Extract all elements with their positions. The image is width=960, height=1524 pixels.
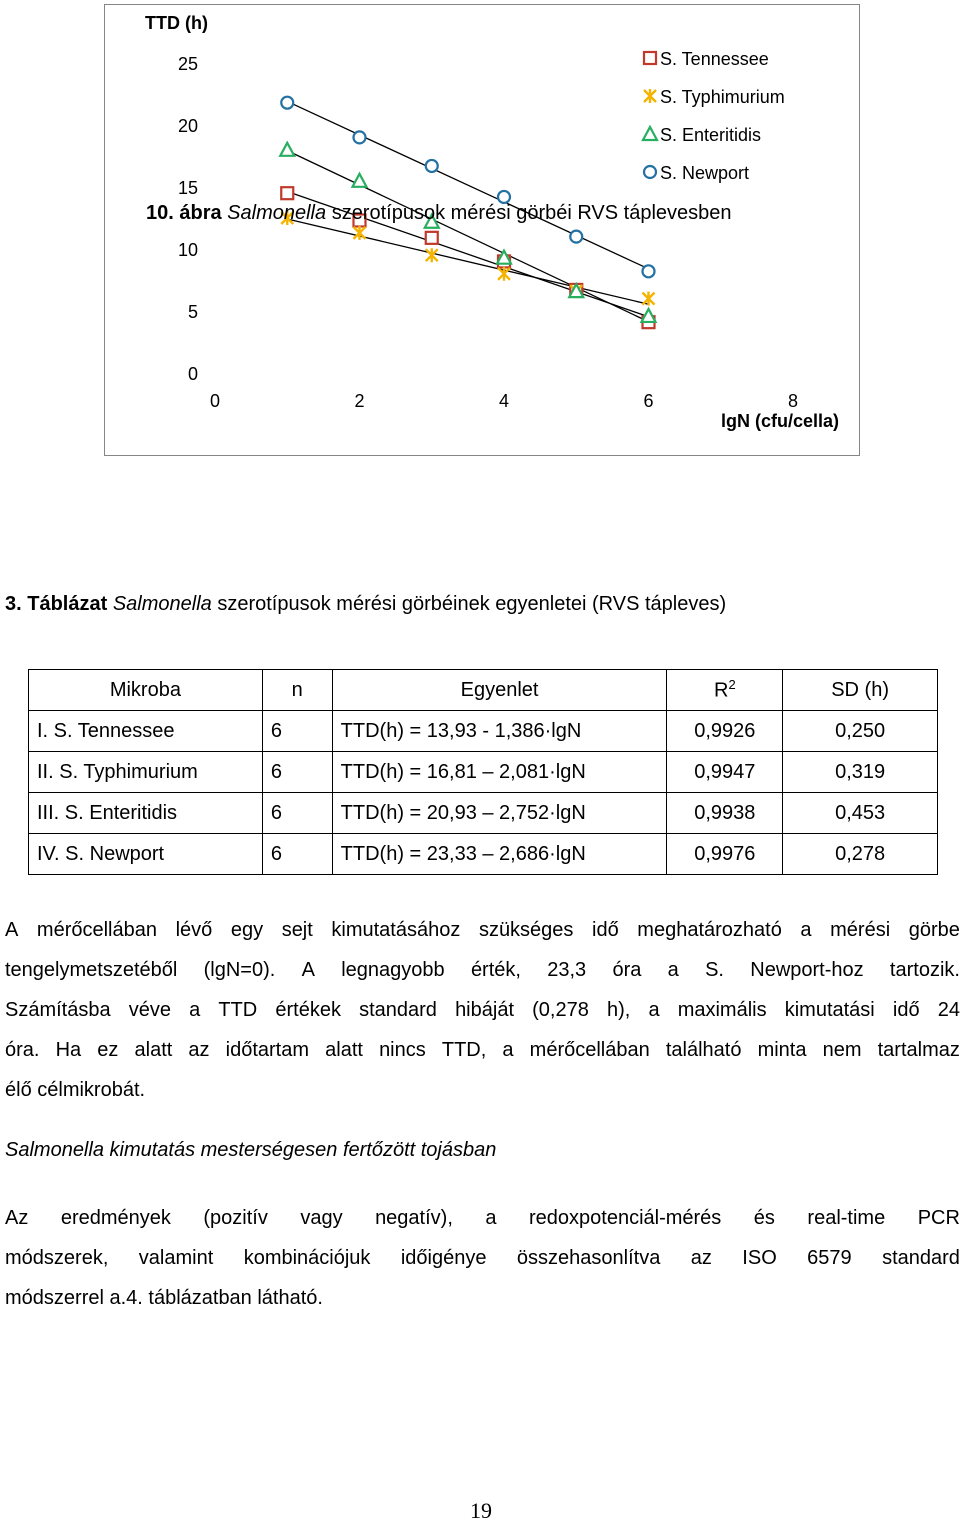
figure-caption-text: szerotípusok mérési görbéi RVS táplevesben <box>331 202 732 224</box>
legend-label: S. Newport <box>660 163 750 183</box>
data-point <box>426 232 438 244</box>
cell-mikroba: I. S. Tennessee <box>29 711 263 752</box>
table-caption-text: szerotípusok mérési görbéinek egyenletei (RVS tápleves) <box>217 593 727 615</box>
cell-r2: 0,9976 <box>667 834 783 875</box>
legend-label: S. Typhimurium <box>660 87 785 107</box>
word: egy <box>230 919 264 941</box>
cell-n: 6 <box>262 793 332 834</box>
data-point <box>643 265 655 277</box>
word: vagy <box>300 1207 343 1229</box>
text-line <box>5 910 960 950</box>
word: real-time <box>807 1207 886 1229</box>
word: az <box>690 1247 712 1269</box>
word: található <box>665 1039 742 1061</box>
word: időigénye <box>400 1247 487 1269</box>
asterisk-marker <box>354 226 366 240</box>
data-point <box>643 292 655 306</box>
header-sd: SD (h) <box>783 670 938 711</box>
word: módszerek, <box>5 1247 109 1269</box>
paragraph-2 <box>5 1198 960 1318</box>
word: standard <box>882 1247 960 1269</box>
table-row <box>29 752 938 793</box>
word: lévő <box>175 919 213 941</box>
legend-marker <box>644 166 656 178</box>
word: véve <box>128 999 171 1021</box>
word: alatt <box>134 1039 173 1061</box>
word: maximális <box>677 999 767 1021</box>
legend-marker <box>643 127 657 140</box>
legend-label: S. Enteritidis <box>660 125 762 145</box>
word: szükséges <box>478 919 574 941</box>
figure-caption <box>146 202 732 225</box>
trendline-s-enteritidis <box>287 151 648 322</box>
paragraph-2-lines <box>5 1198 960 1278</box>
word: 24 <box>937 999 960 1021</box>
text-line <box>5 1030 960 1070</box>
word: hibáját <box>455 999 514 1021</box>
word: kimutatásához <box>331 919 461 941</box>
cell-egyenlet: TTD(h) = 13,93 - 1,386·lgN <box>332 711 667 752</box>
word: tengelymetszetéből <box>5 959 178 981</box>
figure-caption-italic: Salmonella <box>227 202 327 224</box>
header-n: n <box>262 670 332 711</box>
word: a <box>502 1039 514 1061</box>
y-tick-label: 0 <box>187 364 198 384</box>
word: Számításba <box>5 999 111 1021</box>
word: valamint <box>138 1247 214 1269</box>
table-caption <box>5 593 726 616</box>
text-line <box>5 1238 960 1278</box>
data-point <box>281 97 293 109</box>
word: óra <box>612 959 642 981</box>
word: értékek <box>275 999 341 1021</box>
x-tick-label: 2 <box>354 391 365 411</box>
cell-egyenlet: TTD(h) = 20,93 – 2,752·lgN <box>332 793 667 834</box>
data-point <box>354 226 366 240</box>
cell-sd: 0,250 <box>783 711 938 752</box>
data-point <box>281 187 293 199</box>
word: az <box>188 1039 210 1061</box>
data-point <box>426 248 438 262</box>
text-line <box>5 990 960 1030</box>
x-tick-label: 6 <box>643 391 654 411</box>
data-point <box>498 267 510 281</box>
cell-n: 6 <box>262 834 332 875</box>
table-number: 3. Táblázat <box>5 593 108 615</box>
word: idő <box>592 919 619 941</box>
table-header-row <box>29 670 938 711</box>
cell-sd: 0,278 <box>783 834 938 875</box>
paragraph-1 <box>5 910 960 1110</box>
cell-r2: 0,9947 <box>667 752 783 793</box>
legend-marker <box>644 89 656 103</box>
y-tick-label: 5 <box>187 302 198 322</box>
data-point <box>570 231 582 243</box>
word: mérési <box>830 919 891 941</box>
data-point <box>426 160 438 172</box>
word: a <box>800 919 812 941</box>
x-tick-label: 8 <box>787 391 799 411</box>
word: (lgN=0). <box>203 959 276 981</box>
asterisk-marker <box>426 248 438 262</box>
word: 6579 <box>807 1247 852 1269</box>
table-caption-italic: Salmonella <box>112 593 212 615</box>
word: a <box>667 959 679 981</box>
word: PCR <box>917 1207 960 1229</box>
cell-n: 6 <box>262 752 332 793</box>
equations-table <box>28 669 938 875</box>
word: a <box>189 999 201 1021</box>
word: összehasonlítva <box>516 1247 661 1269</box>
word: 23,3 <box>547 959 587 981</box>
y-tick-label: 15 <box>177 178 198 198</box>
word: a <box>648 999 660 1021</box>
table-row <box>29 711 938 752</box>
header-r-superscript: 2 <box>728 677 736 693</box>
header-egyenlet: Egyenlet <box>332 670 667 711</box>
word: Ha <box>55 1039 82 1061</box>
paragraph-1-lines <box>5 910 960 1070</box>
word: kimutatási <box>784 999 875 1021</box>
cell-mikroba: III. S. Enteritidis <box>29 793 263 834</box>
asterisk-marker <box>644 89 656 103</box>
word: nem <box>822 1039 862 1061</box>
y-axis-label: TTD (h) <box>145 13 208 33</box>
table-body <box>29 711 938 875</box>
word: ez <box>97 1039 119 1061</box>
word: mérőcellában <box>36 919 157 941</box>
word: mérőcellában <box>529 1039 650 1061</box>
word: görbe <box>908 919 960 941</box>
header-r2 <box>667 670 783 711</box>
legend-marker <box>644 52 656 64</box>
word: minta <box>757 1039 807 1061</box>
y-tick-label: 25 <box>177 54 198 74</box>
word: meghatározható <box>637 919 782 941</box>
word: h), <box>606 999 631 1021</box>
word: és <box>753 1207 775 1229</box>
y-tick-label: 20 <box>177 116 198 136</box>
word: (0,278 <box>532 999 589 1021</box>
word: Newport-hoz <box>750 959 864 981</box>
text-line <box>5 1198 960 1238</box>
text-line <box>5 950 960 990</box>
data-point <box>280 143 294 156</box>
trendline-s-newport <box>287 101 648 268</box>
asterisk-marker <box>643 292 655 306</box>
word: redoxpotenciál-mérés <box>528 1207 722 1229</box>
cell-sd: 0,453 <box>783 793 938 834</box>
cell-mikroba: IV. S. Newport <box>29 834 263 875</box>
trendline-s-typhimurium <box>287 219 648 304</box>
word: Az <box>5 1207 29 1229</box>
word: alatt <box>325 1039 363 1061</box>
word: időtartam <box>225 1039 310 1061</box>
legend-label: S. Tennessee <box>660 49 769 69</box>
word: A <box>301 959 315 981</box>
cell-n: 6 <box>262 711 332 752</box>
x-tick-label: 4 <box>498 391 510 411</box>
chart-frame <box>104 4 860 456</box>
word: ISO <box>742 1247 777 1269</box>
y-tick-label: 10 <box>177 240 198 260</box>
word: S. <box>705 959 724 981</box>
paragraph-1-last-line: élő célmikrobát. <box>5 1079 146 1101</box>
cell-sd: 0,319 <box>783 752 938 793</box>
word: sejt <box>281 919 313 941</box>
data-point <box>353 174 367 187</box>
table-row <box>29 834 938 875</box>
header-mikroba: Mikroba <box>29 670 263 711</box>
asterisk-marker <box>498 267 510 281</box>
word: óra. <box>5 1039 40 1061</box>
word: tartozik. <box>889 959 960 981</box>
word: legnagyobb <box>341 959 445 981</box>
chart-plot <box>105 5 861 457</box>
word: standard <box>359 999 437 1021</box>
x-tick-label: 0 <box>209 391 221 411</box>
word: A <box>5 919 19 941</box>
word: TTD, <box>441 1039 487 1061</box>
word: érték, <box>470 959 521 981</box>
page-number: 19 <box>470 1498 492 1523</box>
x-axis-label: lgN (cfu/cella) <box>720 411 839 431</box>
cell-r2: 0,9926 <box>667 711 783 752</box>
figure-number: 10. ábra <box>146 202 222 224</box>
cell-mikroba: II. S. Typhimurium <box>29 752 263 793</box>
cell-r2: 0,9938 <box>667 793 783 834</box>
header-r: R <box>713 679 729 702</box>
cell-egyenlet: TTD(h) = 23,33 – 2,686·lgN <box>332 834 667 875</box>
word: negatív), <box>375 1207 453 1229</box>
paragraph-2-last-line: módszerrel a.4. táblázatban látható. <box>5 1287 323 1309</box>
word: TTD <box>218 999 258 1021</box>
word: (pozitív <box>203 1207 268 1229</box>
word: eredmények <box>60 1207 171 1229</box>
data-point <box>354 131 366 143</box>
word: tartalmaz <box>877 1039 960 1061</box>
cell-egyenlet: TTD(h) = 16,81 – 2,081·lgN <box>332 752 667 793</box>
word: idő <box>892 999 920 1021</box>
word: a <box>485 1207 497 1229</box>
word: nincs <box>379 1039 426 1061</box>
word: kombinációjuk <box>243 1247 371 1269</box>
subheading: Salmonella kimutatás mesterségesen fertőzött tojásban <box>5 1139 497 1161</box>
table-row <box>29 793 938 834</box>
